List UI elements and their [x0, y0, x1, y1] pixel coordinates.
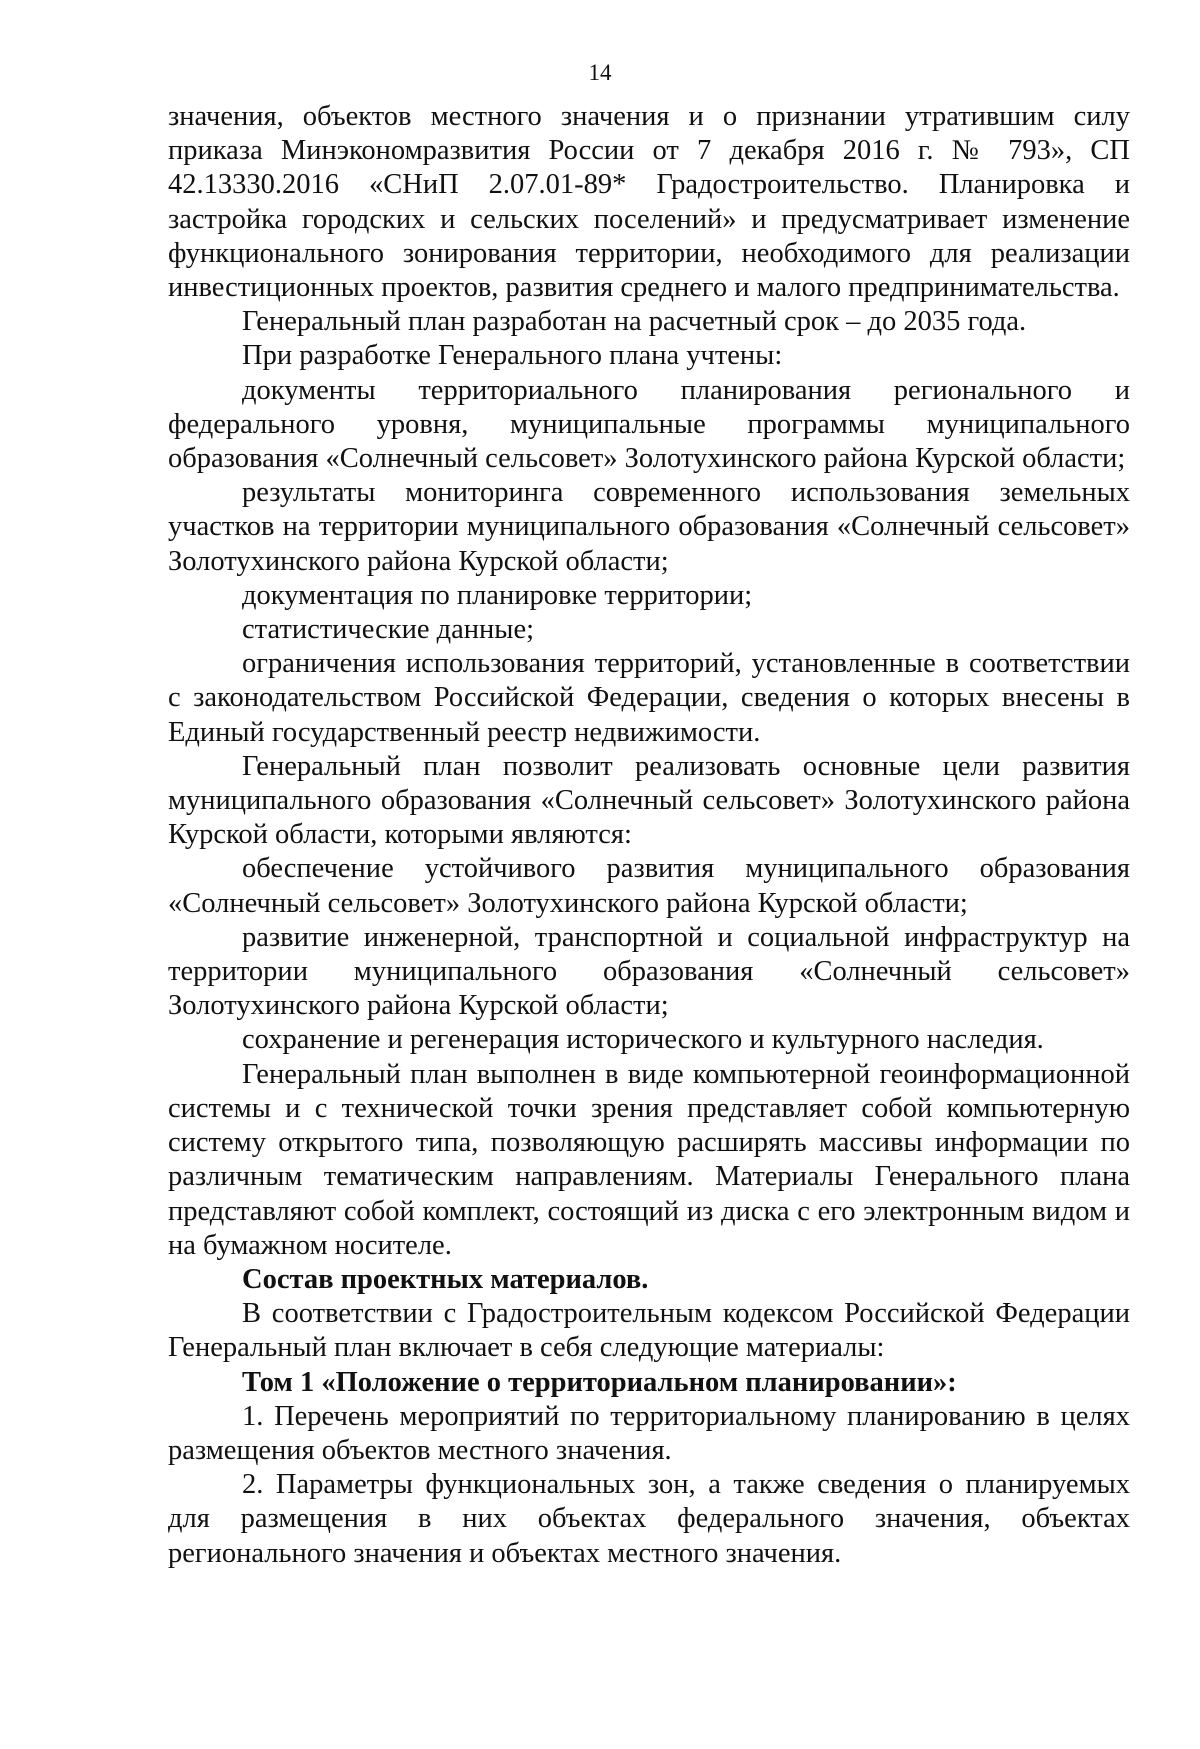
- section-heading-materials: Состав проектных материалов.: [242, 1263, 649, 1295]
- paragraph-goals-intro: Генеральный план позволит реализовать основные цели развития муниципального образования «Солнечный сельсовет» Золотухинского района Курской области, которыми являются:: [168, 750, 1130, 851]
- paragraph-gis: Генеральный план выполнен в виде компьютерной геоинформационной системы и с технической точки зрения представляет собой компьютерную систему открытого типа, позволяющую расширять массивы информации по различным тематическим направлениям. Материалы Генерального плана представляют собой комплект, состоящий из диска с его электронным видом и на бумажном носителе.: [168, 1058, 1130, 1261]
- list-item-heritage: сохранение и регенерация исторического и культурного наследия.: [242, 1024, 1044, 1056]
- list-item-monitoring-results: результаты мониторинга современного использования земельных участков на территории муниципального образования «Солнечный сельсовет» Золотухинского района Курской области;: [168, 477, 1130, 577]
- list-item-sustainable-development: обеспечение устойчивого развития муниципального образования «Солнечный сельсовет» Золотухинского района Курской области;: [168, 853, 1130, 919]
- list-item-restrictions: ограничения использования территорий, установленные в соответствии с законодательством Российской Федерации, сведения о которых внесены в Единый государственный реестр недвижимости.: [168, 648, 1130, 748]
- document-body: [168, 100, 1130, 1571]
- page-number: 14: [588, 60, 612, 85]
- list-item-planning-documentation: документация по планировке территории;: [242, 579, 753, 611]
- list-item-planning-documents: документы территориального планирования регионального и федерального уровня, муниципальные программы муниципального образования «Солнечный сельсовет» Золотухинского района Курской области;: [168, 374, 1130, 475]
- volume-heading: Том 1 «Положение о территориальном планировании»:: [242, 1366, 957, 1398]
- numbered-item-1: 1. Перечень мероприятий по территориальному планированию в целях размещения объектов местного значения.: [168, 1400, 1130, 1466]
- paragraph-considered-intro: При разработке Генерального плана учтены:: [242, 340, 783, 372]
- list-item-statistics: статистические данные;: [242, 614, 535, 646]
- paragraph-calculation-period: Генеральный план разработан на расчетный срок – до 2035 года.: [242, 306, 1027, 338]
- paragraph-continuation: значения, объектов местного значения и о признании утратившим силу приказа Минэкономразвития России от 7 декабря 2016 г. № 793», СП 42.13330.2016 «СНиП 2.07.01-89* Градостроительство. Планировка и застройка городских и сельских поселений» и предусматривает изменение функционального зонирования территории, необходимого для реализации инвестиционных проектов, развития среднего и малого предпринимательства.: [168, 101, 1130, 304]
- paragraph-materials-intro: В соответствии с Градостроительным кодексом Российской Федерации Генеральный план включает в себя следующие материалы:: [168, 1298, 1130, 1364]
- numbered-item-2: 2. Параметры функциональных зон, а также сведения о планируемых для размещения в них объектах федерального значения, объектах регионального значения и объектах местного значения.: [168, 1469, 1130, 1569]
- list-item-infrastructure: развитие инженерной, транспортной и социальной инфраструктур на территории муниципального образования «Солнечный сельсовет» Золотухинского района Курской области;: [168, 921, 1130, 1022]
